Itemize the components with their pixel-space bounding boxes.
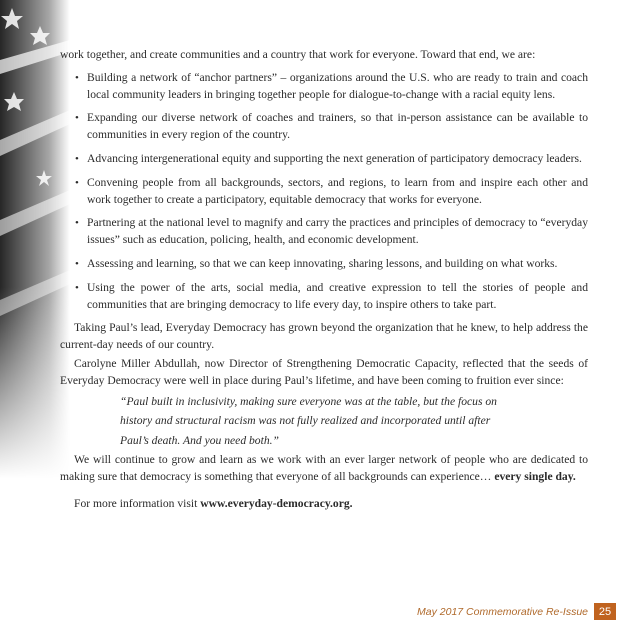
bullet-icon: • xyxy=(75,217,79,230)
bullet-icon: • xyxy=(75,112,79,125)
website-link[interactable]: www.everyday-democracy.org. xyxy=(200,496,353,510)
bullet-icon: • xyxy=(75,71,79,84)
bullet-icon: • xyxy=(75,257,79,270)
paragraph-continue: We will continue to grow and learn as we work with an ever larger network of people who are dedicated to making sure that democracy is something that everyone of all backgrounds can experience… every single day. xyxy=(60,453,588,483)
bullet-list xyxy=(60,70,588,314)
paragraph-carolyne: Carolyne Miller Abdullah, now Director of Strengthening Democratic Capacity, reflected that the seeds of Everyday Democracy were well in place during Paul’s lifetime, and have been coming to fruition ever since: xyxy=(60,356,588,387)
footer-text: May 2017 Commemorative Re-Issue xyxy=(417,605,588,618)
page-number: 25 xyxy=(594,603,616,620)
quote-line: Paul’s death. And you need both.” xyxy=(120,433,279,447)
quote-line: history and structural racism was not fully realized and incorporated until after xyxy=(120,414,491,428)
list-item: • Building a network of “anchor partners” – organizations around the U.S. who are ready to train and coach local community leaders in bringing together people for dialogue-to-change with a racial equity lens. xyxy=(75,70,588,101)
more-info: For more information visit www.everyday-democracy.org. xyxy=(74,496,353,510)
quote-line: “Paul built in inclusivity, making sure everyone was at the table, but the focus on xyxy=(120,394,497,408)
page-footer xyxy=(417,603,616,620)
bullet-icon: • xyxy=(75,176,79,189)
list-item: • Advancing intergenerational equity and supporting the next generation of participatory democracy leaders. xyxy=(87,151,588,168)
list-item: • Expanding our diverse network of coaches and trainers, so that in-person assistance can be available to communities in every region of the country. xyxy=(75,111,588,142)
list-item: • Convening people from all backgrounds, sectors, and regions, to learn from and inspire each other and work together to create a participatory, equitable democracy that works for everyone. xyxy=(75,175,588,206)
bullet-icon: • xyxy=(75,152,79,165)
paragraph-pauls-lead: Taking Paul’s lead, Everyday Democracy has grown beyond the organization that he knew, to help address the current-day needs of our country. xyxy=(60,321,588,352)
list-item: • Using the power of the arts, social media, and creative expression to tell the stories of people and communities that are bringing democracy to life every day, to inspire others to take part. xyxy=(75,280,588,311)
emphasis-text: every single day. xyxy=(494,469,576,483)
intro-text: work together, and create communities and a country that work for everyone. Toward that end, we are: xyxy=(60,48,536,61)
quote-block xyxy=(60,392,588,451)
list-item: • Partnering at the national level to magnify and carry the practices and principles of democracy to “everyday issues” such as education, policing, health, and economic development. xyxy=(75,216,588,247)
page-content xyxy=(60,47,588,512)
list-item: • Assessing and learning, so that we can keep innovating, sharing lessons, and building on what works. xyxy=(87,256,588,273)
bullet-icon: • xyxy=(75,281,79,294)
